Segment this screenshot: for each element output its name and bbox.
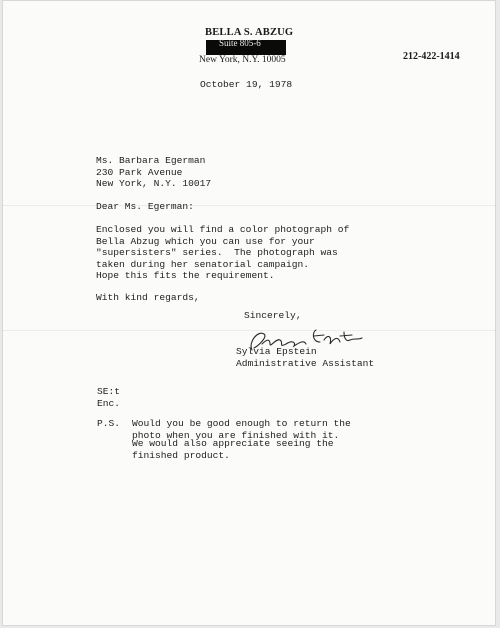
closing: Sincerely, (244, 310, 302, 321)
letterhead-suite: Suite 805-6 (219, 38, 261, 48)
letterhead-city: New York, N.Y. 10005 (199, 55, 286, 65)
reference-initials: SE:t Enc. (97, 386, 121, 409)
recipient-address: Ms. Barbara Egerman 230 Park Avenue New York, N.Y. 10017 (96, 155, 212, 190)
letterhead-phone: 212-422-1414 (403, 51, 460, 62)
salutation: Dear Ms. Egerman: (96, 201, 194, 212)
ps-text: Would you be good enough to return the photo when you are finished with it. (132, 418, 351, 441)
letter-body: Enclosed you will find a color photograph of Bella Abzug which you can use for your "supersisters" series. The photograph was taken during her senatorial campaign. (96, 224, 350, 271)
letterhead-name: BELLA S. ABZUG (205, 27, 294, 38)
letter-regards: With kind regards, (96, 292, 200, 303)
letter-hope-line: Hope this fits the requirement. (96, 270, 275, 281)
letter-date: October 19, 1978 (200, 79, 293, 90)
signer-block: Sylvia Epstein Administrative Assistant (236, 346, 375, 369)
fold-line (2, 205, 496, 206)
ps-label: P.S. (97, 418, 121, 429)
ps-text-2: We would also appreciate seeing the finished product. (132, 438, 334, 461)
